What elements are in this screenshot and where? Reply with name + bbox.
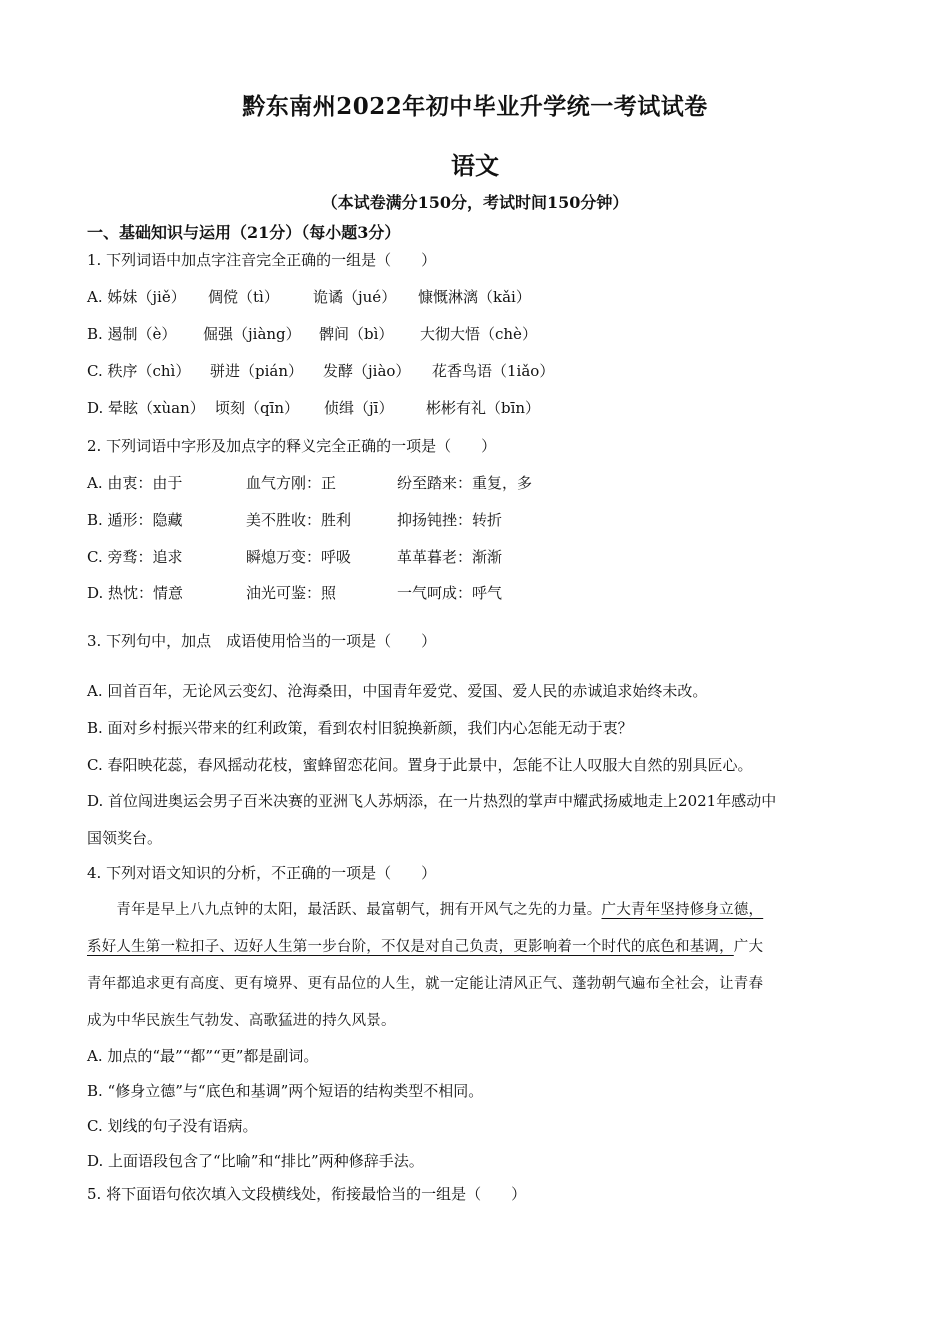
page-title: 黔东南州2022年初中毕业升学统一考试试卷 xyxy=(242,93,708,120)
q1-stem: 1. 下列词语中加点字注音完全正确的一组是（ ） xyxy=(87,251,437,269)
q4-passage-line3: 青年都追求更有高度、更有境界、更有品位的人生，就一定能让清风正气、蓬勃朝气遍布全社会，让青春 xyxy=(87,976,764,992)
q3-option-a: A. 回首百年，无论风云变幻、沧海桑田，中国青年爱党、爱国、爱人民的赤诚追求始终未改。 xyxy=(87,682,708,700)
q4-passage-line1 xyxy=(87,900,862,920)
q1-a-2: 倜傥（tì） xyxy=(208,288,279,306)
q4-option-a: A. 加点的“最”“都”“更”都是副词。 xyxy=(87,1047,319,1065)
passage-text: 广大 xyxy=(733,939,764,955)
exam-info: （本试卷满分150分，考试时间150分钟） xyxy=(321,193,629,212)
underlined-sentence: 广大青年坚持修身立德， xyxy=(601,902,764,918)
underlined-sentence: 系好人生第一粒扣子、迈好人生第一步台阶，不仅是对自己负责，更影响着一个时代的底色和基调， xyxy=(87,939,734,955)
q1-d-1: D. 晕眩（xùan） xyxy=(87,399,205,417)
q3-option-d-line1: D. 首位闯进奥运会男子百米决赛的亚洲飞人苏炳添，在一片热烈的掌声中耀武扬威地走上2021年感动中 xyxy=(87,792,777,810)
q2-a-2: 血气方刚：正 xyxy=(246,474,337,492)
q4-passage-line2 xyxy=(87,937,862,957)
q2-a-3: 纷至踏来：重复，多 xyxy=(397,474,533,492)
q5-stem: 5. 将下面语句依次填入文段横线处，衔接最恰当的一组是（ ） xyxy=(87,1185,527,1203)
q2-a-1: A. 由衷：由于 xyxy=(87,474,183,492)
q1-d-3: 侦缉（jī） xyxy=(324,399,394,417)
q4-option-b: B. “修身立德”与“底色和基调”两个短语的结构类型不相同。 xyxy=(87,1082,484,1100)
q1-c-3: 发酵（jiào） xyxy=(323,362,411,380)
q2-stem: 2. 下列词语中字形及加点字的释义完全正确的一项是（ ） xyxy=(87,437,497,455)
q1-a-1: A. 姊妹（jiě） xyxy=(87,288,186,306)
q2-b-3: 抑扬钝挫：转折 xyxy=(397,511,503,529)
section-heading: 一、基础知识与运用（21分）（每小题3分） xyxy=(87,223,401,242)
q1-b-2: 倔强（jiàng） xyxy=(203,325,301,343)
q4-option-d: D. 上面语段包含了“比喻”和“排比”两种修辞手法。 xyxy=(87,1152,424,1170)
q1-a-4: 慷慨淋漓（kǎi） xyxy=(418,288,531,306)
q2-c-3: 革革暮老：渐渐 xyxy=(397,548,503,566)
q2-d-2: 油光可鉴：照 xyxy=(246,584,337,602)
q1-b-1: B. 遏制（è） xyxy=(87,325,177,343)
q2-b-2: 美不胜收：胜利 xyxy=(246,511,352,529)
passage-text: 青年是早上八九点钟的太阳，最活跃、最富朝气，拥有开风气之先的力量。 xyxy=(87,902,602,918)
q2-c-1: C. 旁骛：追求 xyxy=(87,548,183,566)
q4-stem: 4. 下列对语文知识的分析，不正确的一项是（ ） xyxy=(87,864,437,882)
subject-title: 语文 xyxy=(451,151,499,180)
q2-c-2: 瞬熄万变：呼吸 xyxy=(246,548,352,566)
q1-c-2: 骈进（pián） xyxy=(210,362,304,380)
q1-d-4: 彬彬有礼（bīn） xyxy=(426,399,541,417)
q2-b-1: B. 遁形：隐藏 xyxy=(87,511,183,529)
q4-passage-line4: 成为中华民族生气勃发、高歌猛进的持久风景。 xyxy=(87,1013,396,1029)
q1-b-3: 髀间（bì） xyxy=(319,325,394,343)
q1-c-1: C. 秩序（chì） xyxy=(87,362,191,380)
q2-d-1: D. 热忱：情意 xyxy=(87,584,184,602)
q3-option-b: B. 面对乡村振兴带来的红利政策，看到农村旧貌换新颜，我们内心怎能无动于衷？ xyxy=(87,719,633,737)
q3-stem: 3. 下列句中，加点 成语使用恰当的一项是（ ） xyxy=(87,632,437,650)
q1-a-3: 诡谲（jué） xyxy=(313,288,397,306)
q2-d-3: 一气呵成：呼气 xyxy=(397,584,503,602)
q1-d-2: 顷刻（qīn） xyxy=(215,399,300,417)
q3-option-c: C. 春阳映花蕊，春风摇动花枝，蜜蜂留恋花间。置身于此景中，怎能不让人叹服大自然的别具匠心。 xyxy=(87,756,753,774)
q4-option-c: C. 划线的句子没有语病。 xyxy=(87,1117,258,1135)
q3-option-d-line2: 国领奖台。 xyxy=(87,829,163,847)
q1-b-4: 大彻大悟（chè） xyxy=(420,325,537,343)
q1-c-4: 花香鸟语（1iǎo） xyxy=(432,362,555,380)
